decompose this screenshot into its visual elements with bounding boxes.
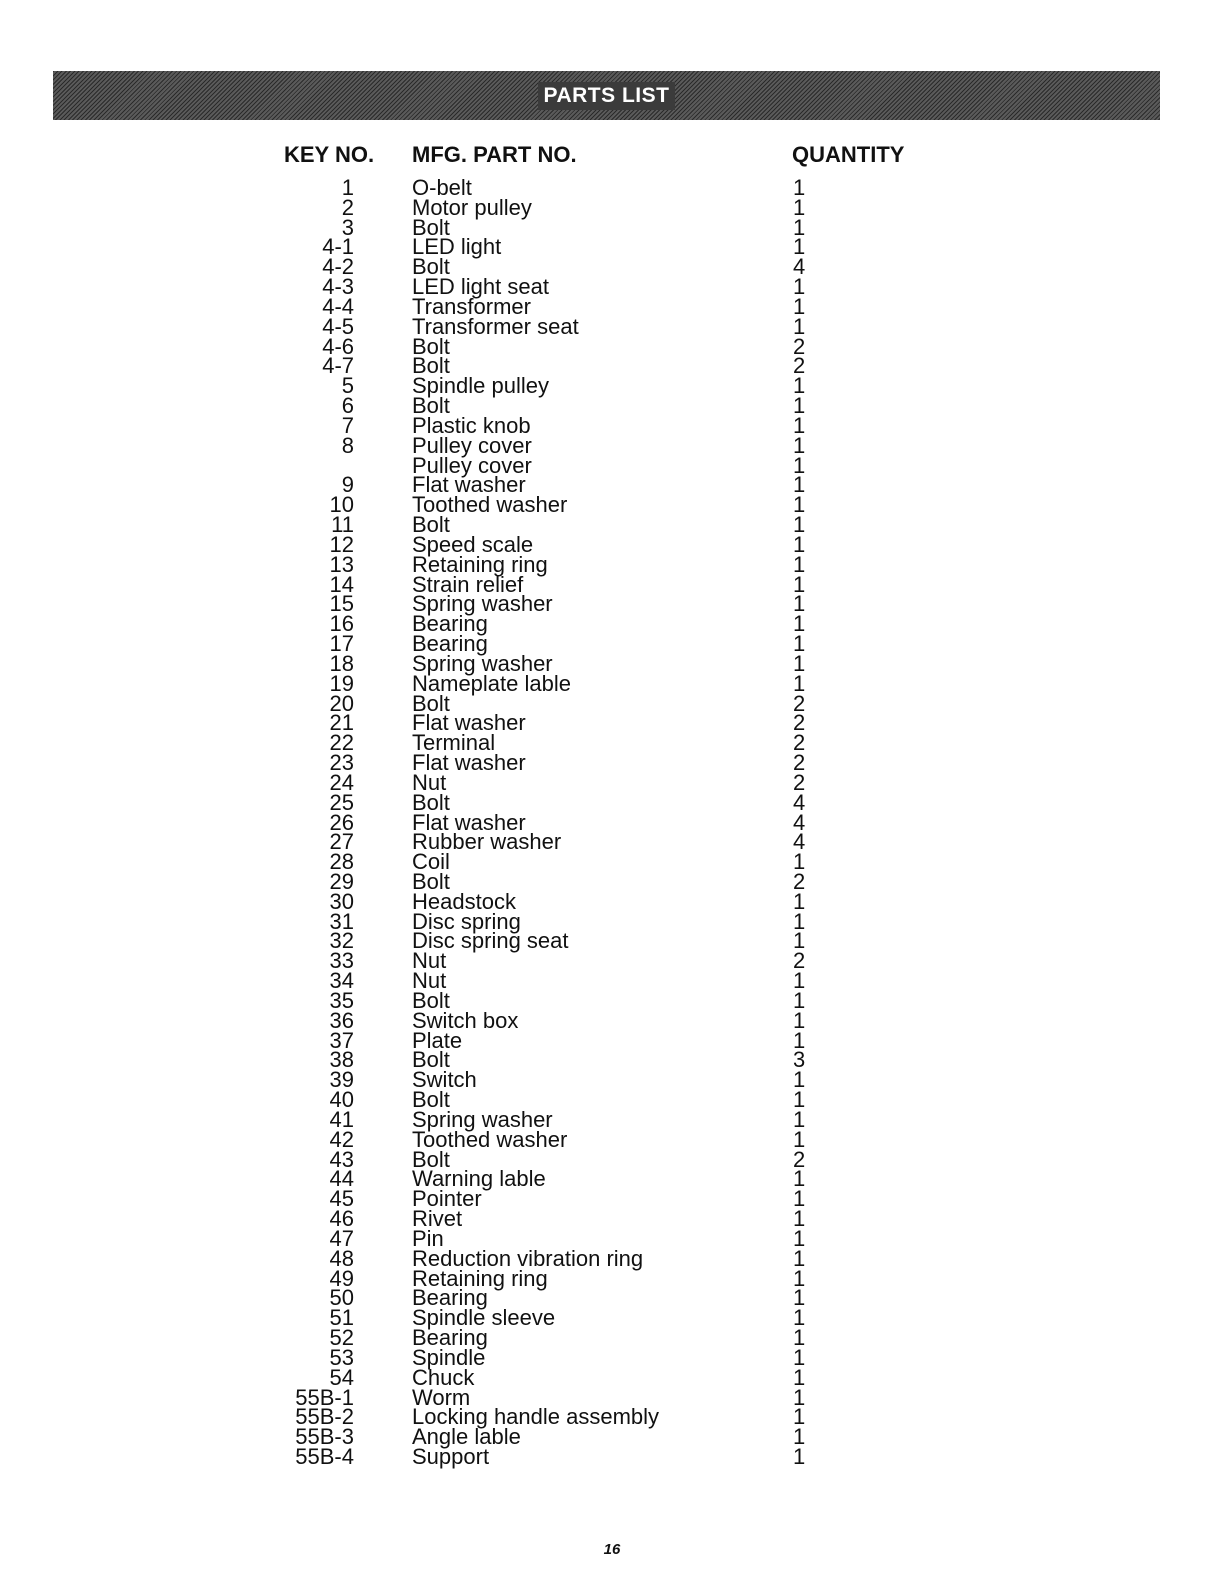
table-row (0, 313, 1224, 339)
part-description: Spring washer (412, 1106, 553, 1132)
table-row (0, 710, 1224, 736)
table-row (0, 1285, 1224, 1311)
table-row (0, 254, 1224, 280)
part-quantity: 1 (793, 214, 806, 240)
part-description: Pulley cover (412, 452, 532, 478)
table-row (0, 1444, 1224, 1469)
part-key-no: 40 (329, 1087, 354, 1113)
part-description: Nut (412, 968, 447, 994)
table-row (0, 690, 1224, 716)
part-key-no: 7 (341, 412, 354, 438)
part-quantity: 1 (793, 512, 806, 538)
part-description: Bolt (412, 1087, 450, 1113)
table-row (0, 591, 1224, 617)
part-key-no: 55B-1 (295, 1384, 354, 1410)
part-quantity: 1 (793, 1404, 806, 1430)
part-key-no: 4-2 (322, 254, 354, 280)
part-description: Nut (412, 948, 447, 974)
table-row (0, 987, 1224, 1013)
part-quantity: 1 (793, 492, 806, 518)
part-key-no: 26 (329, 809, 354, 835)
part-description: Nut (412, 769, 447, 795)
table-row (0, 650, 1224, 676)
part-key-no: 21 (329, 710, 354, 736)
part-quantity: 1 (793, 1027, 806, 1053)
part-description: Disc spring seat (412, 928, 569, 954)
table-row (0, 928, 1224, 954)
part-key-no: 5 (341, 373, 354, 399)
part-key-no: 35 (329, 987, 354, 1013)
part-key-no: 12 (329, 531, 354, 557)
part-description: Flat washer (412, 472, 526, 498)
part-key-no: 29 (329, 868, 354, 894)
table-row (0, 868, 1224, 894)
part-description: Headstock (412, 888, 516, 914)
table-row (0, 1027, 1224, 1053)
part-description: Spindle (412, 1344, 486, 1370)
part-description: Bolt (412, 1146, 450, 1172)
part-quantity: 1 (793, 373, 806, 399)
part-quantity: 1 (793, 1285, 806, 1311)
table-row (0, 948, 1224, 974)
part-quantity: 2 (793, 750, 806, 776)
part-key-no: 25 (329, 789, 354, 815)
part-key-no: 6 (341, 393, 354, 419)
part-description: Bolt (412, 868, 450, 894)
part-description: Retaining ring (412, 551, 548, 577)
banner-title: PARTS LIST (538, 82, 676, 110)
part-key-no: 14 (329, 571, 354, 597)
part-key-no: 51 (329, 1305, 354, 1331)
part-quantity: 1 (793, 551, 806, 577)
part-description: Nameplate lable (412, 670, 571, 696)
table-row (0, 631, 1224, 657)
table-row (0, 1007, 1224, 1033)
table-row (0, 1186, 1224, 1212)
part-key-no: 4-5 (322, 313, 354, 339)
table-row (0, 1364, 1224, 1390)
part-key-no: 4-1 (322, 234, 354, 260)
part-quantity: 1 (793, 1106, 806, 1132)
part-description: Bearing (412, 1325, 488, 1351)
part-key-no: 10 (329, 492, 354, 518)
table-row (0, 908, 1224, 934)
part-quantity: 1 (793, 1364, 806, 1390)
table-row (0, 393, 1224, 419)
part-key-no: 44 (329, 1166, 354, 1192)
table-row (0, 849, 1224, 875)
part-key-no: 55B-3 (295, 1424, 354, 1450)
part-description: Warning lable (412, 1166, 546, 1192)
table-row (0, 492, 1224, 518)
table-row (0, 531, 1224, 557)
part-description: Spindle pulley (412, 373, 549, 399)
table-row (0, 1047, 1224, 1073)
header-quantity: QUANTITY (792, 142, 905, 167)
part-key-no: 3 (341, 214, 354, 240)
part-description: Disc spring (412, 908, 521, 934)
part-quantity: 1 (793, 472, 806, 498)
part-quantity: 1 (793, 1166, 806, 1192)
part-key-no: 42 (329, 1126, 354, 1152)
part-quantity: 1 (793, 234, 806, 260)
part-quantity: 4 (793, 829, 806, 855)
parts-table (0, 175, 1224, 1469)
table-row (0, 750, 1224, 776)
table-row (0, 214, 1224, 240)
part-quantity: 1 (793, 987, 806, 1013)
table-row (0, 412, 1224, 438)
parts-list-banner (53, 71, 1160, 120)
part-description: Rubber washer (412, 829, 562, 855)
part-key-no: 2 (341, 194, 354, 220)
part-quantity: 1 (793, 849, 806, 875)
part-quantity: 1 (793, 452, 806, 478)
page-number: 16 (603, 1541, 621, 1558)
part-description: Bolt (412, 393, 450, 419)
part-quantity: 2 (793, 710, 806, 736)
table-row (0, 611, 1224, 637)
part-quantity: 1 (793, 274, 806, 300)
table-row (0, 1106, 1224, 1132)
part-key-no: 8 (341, 432, 354, 458)
part-key-no: 53 (329, 1344, 354, 1370)
part-quantity: 1 (793, 393, 806, 419)
table-row (0, 809, 1224, 835)
part-description: Bolt (412, 987, 450, 1013)
part-description: Flat washer (412, 710, 526, 736)
part-key-no: 38 (329, 1047, 354, 1073)
part-quantity: 2 (793, 730, 806, 756)
table-row (0, 293, 1224, 319)
part-description: Pulley cover (412, 432, 532, 458)
part-description: Retaining ring (412, 1265, 548, 1291)
part-description: Transformer (412, 293, 531, 319)
part-quantity: 1 (793, 1424, 806, 1450)
part-description: Bolt (412, 254, 450, 280)
part-quantity: 1 (793, 1325, 806, 1351)
part-quantity: 2 (793, 690, 806, 716)
part-quantity: 1 (793, 531, 806, 557)
part-description: Bearing (412, 611, 488, 637)
part-key-no: 4-6 (322, 333, 354, 359)
part-key-no: 27 (329, 829, 354, 855)
part-description: Toothed washer (412, 492, 568, 518)
table-row (0, 175, 1224, 200)
table-row (0, 373, 1224, 399)
part-description: Plate (412, 1027, 463, 1053)
part-key-no: 17 (329, 631, 354, 657)
part-description: Plastic knob (412, 412, 531, 438)
part-key-no: 24 (329, 769, 354, 795)
part-description: Rivet (412, 1206, 463, 1232)
table-row (0, 888, 1224, 914)
part-description: Bolt (412, 512, 450, 538)
table-row (0, 194, 1224, 220)
header-key-no: KEY NO. (284, 142, 375, 167)
part-key-no: 19 (329, 670, 354, 696)
table-row (0, 274, 1224, 300)
part-quantity: 1 (793, 175, 806, 200)
part-quantity: 1 (793, 1186, 806, 1212)
part-key-no: 22 (329, 730, 354, 756)
part-key-no: 34 (329, 968, 354, 994)
part-description: LED light (412, 234, 502, 260)
part-quantity: 1 (793, 888, 806, 914)
table-row (0, 551, 1224, 577)
part-quantity: 1 (793, 432, 806, 458)
part-quantity: 2 (793, 353, 806, 379)
part-quantity: 1 (793, 1087, 806, 1113)
part-key-no: 52 (329, 1325, 354, 1351)
part-key-no: 18 (329, 650, 354, 676)
table-row (0, 432, 1224, 458)
part-description: Bolt (412, 690, 450, 716)
part-quantity: 1 (793, 1007, 806, 1033)
part-quantity: 2 (793, 1146, 806, 1172)
part-quantity: 1 (793, 670, 806, 696)
part-key-no: 4-4 (322, 293, 354, 319)
part-key-no: 31 (329, 908, 354, 934)
part-key-no: 1 (341, 175, 354, 200)
part-description: Bearing (412, 631, 488, 657)
part-key-no: 16 (329, 611, 354, 637)
part-quantity: 1 (793, 908, 806, 934)
part-quantity: 2 (793, 948, 806, 974)
table-row (0, 333, 1224, 359)
header-mfg-part-no: MFG. PART NO. (412, 142, 577, 167)
part-key-no: 23 (329, 750, 354, 776)
table-row (0, 234, 1224, 260)
part-key-no: 45 (329, 1186, 354, 1212)
part-description: Bolt (412, 789, 450, 815)
part-key-no: 30 (329, 888, 354, 914)
table-row (0, 1344, 1224, 1370)
part-quantity: 1 (793, 1126, 806, 1152)
part-quantity: 1 (793, 611, 806, 637)
part-key-no: 55B-4 (295, 1444, 354, 1469)
part-quantity: 1 (793, 1444, 806, 1469)
part-description: Worm (412, 1384, 471, 1410)
part-description: Flat washer (412, 750, 526, 776)
part-description: Support (412, 1444, 490, 1469)
part-key-no: 55B-2 (295, 1404, 354, 1430)
part-key-no: 9 (341, 472, 354, 498)
part-description: Angle lable (412, 1424, 521, 1450)
table-row (0, 968, 1224, 994)
table-row (0, 571, 1224, 597)
part-quantity: 1 (793, 928, 806, 954)
table-row (0, 1245, 1224, 1271)
table-row (0, 730, 1224, 756)
part-key-no: 47 (329, 1225, 354, 1251)
table-row (0, 1265, 1224, 1291)
part-quantity: 4 (793, 254, 806, 280)
part-quantity: 1 (793, 1225, 806, 1251)
table-row (0, 1126, 1224, 1152)
table-row (0, 1146, 1224, 1172)
table-row (0, 1067, 1224, 1093)
table-row (0, 452, 1224, 478)
part-description: Pin (412, 1225, 444, 1251)
part-key-no: 46 (329, 1206, 354, 1232)
table-row (0, 670, 1224, 696)
table-row (0, 1166, 1224, 1192)
table-row (0, 353, 1224, 379)
part-description: Chuck (412, 1364, 475, 1390)
part-quantity: 1 (793, 412, 806, 438)
part-description: Speed scale (412, 531, 534, 557)
part-quantity: 1 (793, 1344, 806, 1370)
part-key-no: 4-7 (322, 353, 354, 379)
part-description: Switch (412, 1067, 477, 1093)
part-quantity: 2 (793, 868, 806, 894)
table-row (0, 829, 1224, 855)
table-row (0, 769, 1224, 795)
part-quantity: 4 (793, 809, 806, 835)
part-description: Bolt (412, 353, 450, 379)
part-quantity: 1 (793, 313, 806, 339)
part-key-no: 33 (329, 948, 354, 974)
part-key-no: 43 (329, 1146, 354, 1172)
part-quantity: 1 (793, 631, 806, 657)
part-quantity: 1 (793, 650, 806, 676)
part-description: O-belt (412, 175, 472, 200)
part-key-no: 48 (329, 1245, 354, 1271)
part-key-no: 50 (329, 1285, 354, 1311)
part-quantity: 1 (793, 1245, 806, 1271)
part-key-no: 36 (329, 1007, 354, 1033)
part-description: Strain relief (412, 571, 524, 597)
table-row (0, 1206, 1224, 1232)
part-key-no: 11 (331, 512, 354, 538)
part-description: Coil (412, 849, 450, 875)
part-quantity: 1 (793, 1206, 806, 1232)
part-description: Terminal (412, 730, 496, 756)
part-description: Reduction vibration ring (412, 1245, 644, 1271)
part-quantity: 1 (793, 1067, 806, 1093)
part-key-no: 37 (329, 1027, 354, 1053)
part-description: Spindle sleeve (412, 1305, 556, 1331)
part-description: Bolt (412, 333, 450, 359)
part-description: Toothed washer (412, 1126, 568, 1152)
part-key-no: 13 (329, 551, 354, 577)
part-key-no: 54 (329, 1364, 354, 1390)
table-row (0, 1087, 1224, 1113)
table-row (0, 1325, 1224, 1351)
table-row (0, 789, 1224, 815)
table-row (0, 1305, 1224, 1331)
part-description: Pointer (412, 1186, 482, 1212)
part-quantity: 1 (793, 194, 806, 220)
part-quantity: 1 (793, 1384, 806, 1410)
part-key-no: 28 (329, 849, 354, 875)
part-quantity: 3 (793, 1047, 806, 1073)
table-row (0, 1424, 1224, 1450)
part-key-no: 4-3 (322, 274, 354, 300)
part-key-no: 49 (329, 1265, 354, 1291)
part-quantity: 4 (793, 789, 806, 815)
table-row (0, 1404, 1224, 1430)
part-description: Locking handle assembly (412, 1404, 660, 1430)
part-quantity: 2 (793, 769, 806, 795)
part-description: Bearing (412, 1285, 488, 1311)
part-quantity: 1 (793, 591, 806, 617)
part-key-no: 15 (329, 591, 354, 617)
part-description: Transformer seat (412, 313, 579, 339)
part-quantity: 1 (793, 968, 806, 994)
part-description: Bolt (412, 214, 450, 240)
table-row (0, 512, 1224, 538)
table-row (0, 472, 1224, 498)
part-quantity: 2 (793, 333, 806, 359)
part-key-no: 20 (329, 690, 354, 716)
part-key-no: 32 (329, 928, 354, 954)
part-description: Bolt (412, 1047, 450, 1073)
part-description: LED light seat (412, 274, 549, 300)
part-quantity: 1 (793, 293, 806, 319)
part-key-no: 39 (329, 1067, 354, 1093)
part-quantity: 1 (793, 1305, 806, 1331)
part-description: Flat washer (412, 809, 526, 835)
part-description: Spring washer (412, 591, 553, 617)
part-description: Spring washer (412, 650, 553, 676)
part-description: Switch box (412, 1007, 519, 1033)
part-quantity: 1 (793, 1265, 806, 1291)
part-key-no: 41 (329, 1106, 354, 1132)
part-quantity: 1 (793, 571, 806, 597)
part-description: Motor pulley (412, 194, 532, 220)
